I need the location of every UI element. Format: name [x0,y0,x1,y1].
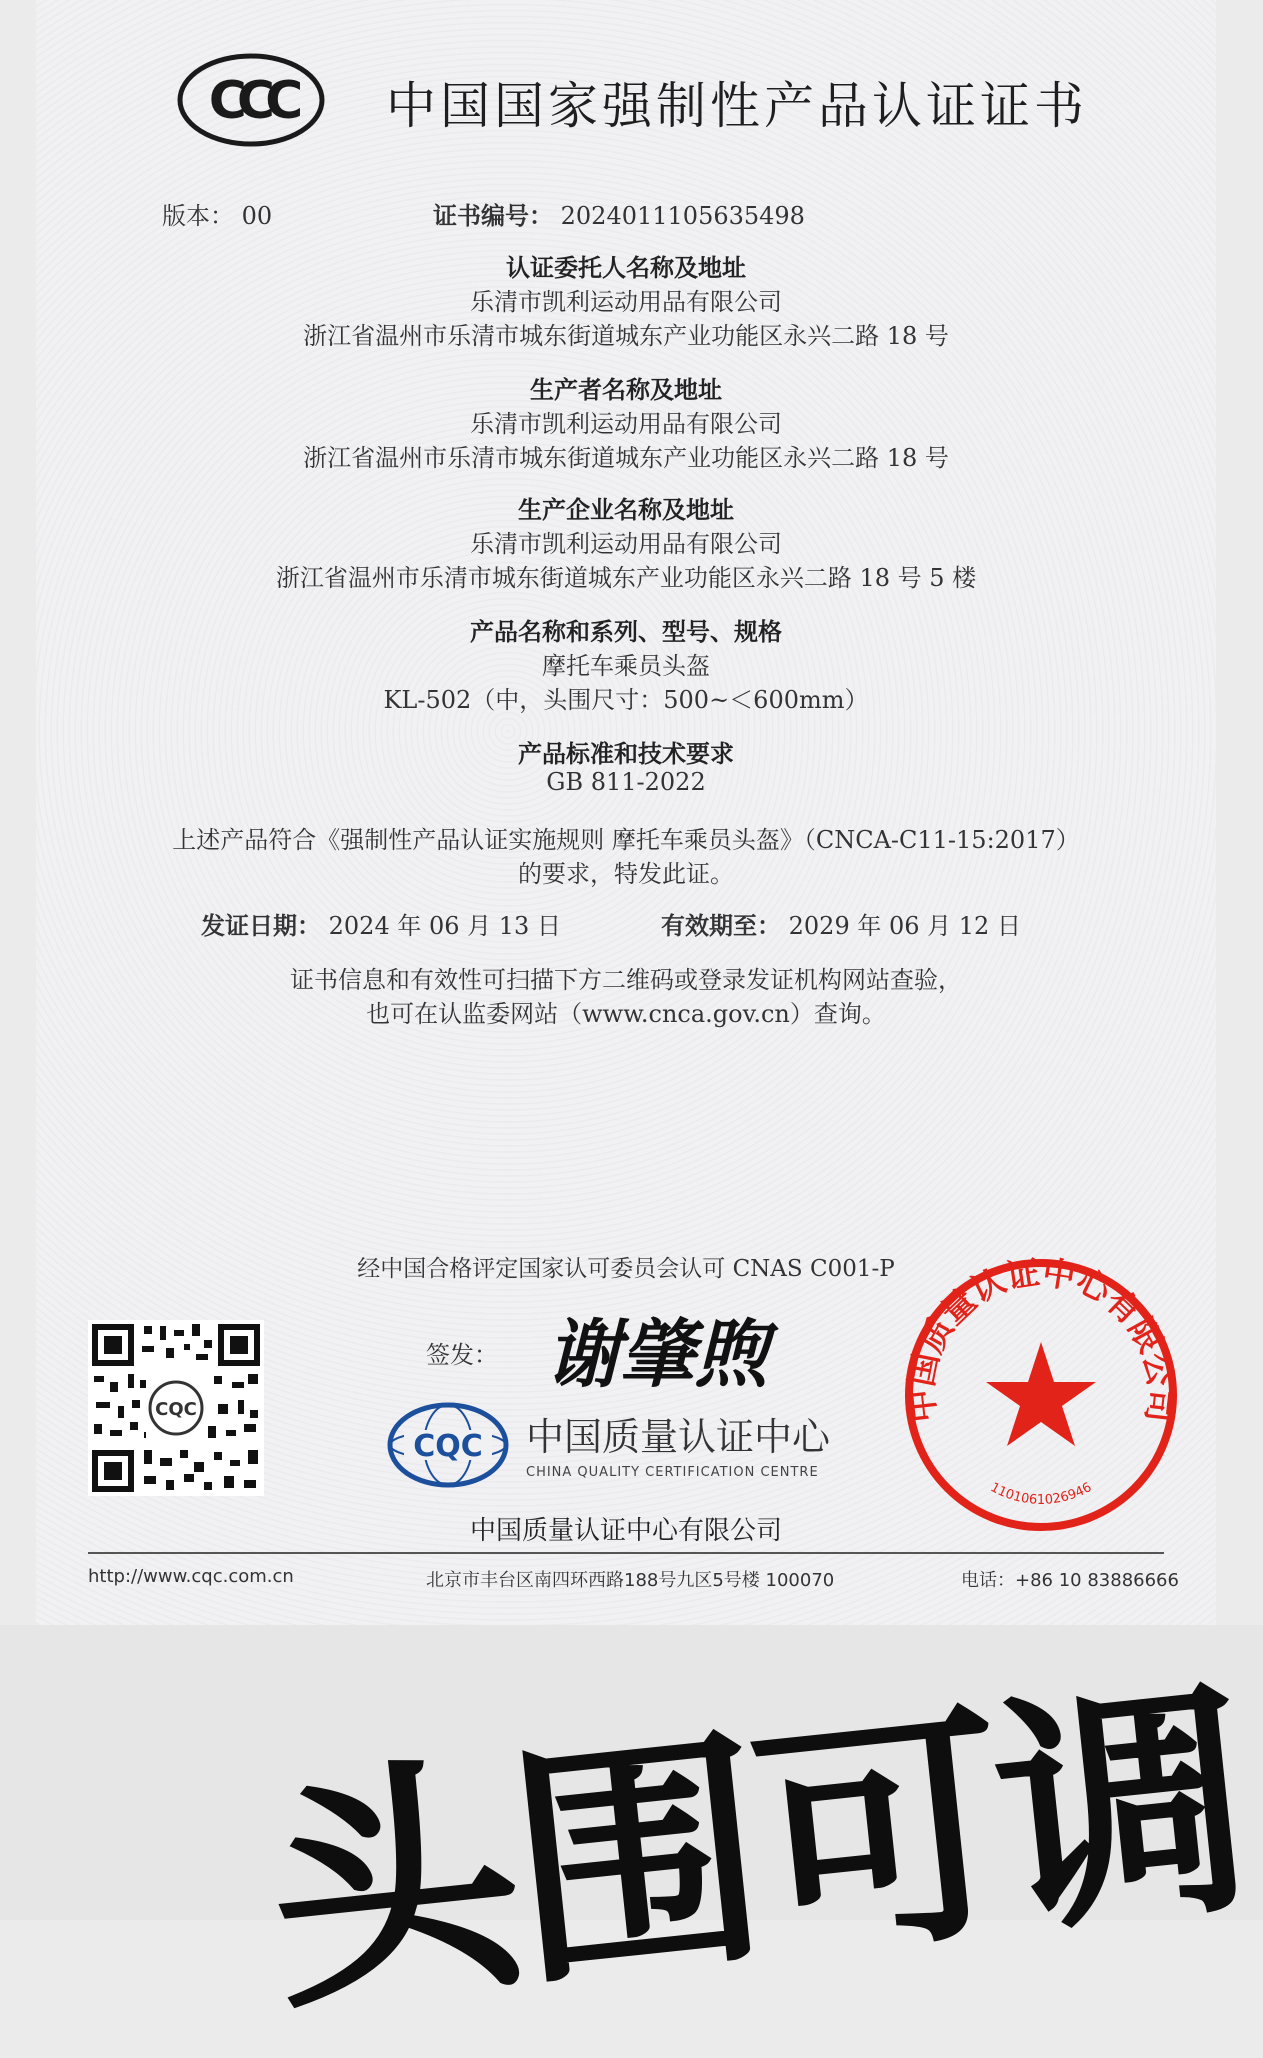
manufacturer-address: 浙江省温州市乐清市城东街道城东产业功能区永兴二路 18 号 [303,444,949,472]
cqc-logo [386,1400,836,1490]
svg-text:CHINA QUALITY CERTIFICATION CE: CHINA QUALITY CERTIFICATION CENTRE [526,1465,819,1480]
manufacturer-name: 乐清市凯利运动用品有限公司 [470,410,782,438]
factory-address: 浙江省温州市乐清市城东街道城东产业功能区永兴二路 18 号 5 楼 [275,564,977,592]
certificate-number-label: 证书编号： [433,201,553,230]
conformity-line-2: 的要求，特发此证。 [518,860,734,888]
issue-date-value: 2024 年 06 月 13 日 [328,912,561,940]
accreditation-note: 经中国合格评定国家认可委员会认可 CNAS C001-P [357,1256,895,1282]
svg-text:CCC: CCC [208,71,294,131]
certificate-title: 中国国家强制性产品认证证书 [386,77,1088,135]
valid-until-value: 2029 年 06 月 12 日 [788,912,1021,940]
svg-text:中国质量认证中心有限公司: 中国质量认证中心有限公司 [901,1252,1181,1425]
version-value: 00 [241,202,273,230]
official-seal [896,1250,1186,1540]
svg-text:CQC: CQC [413,1429,483,1464]
footer-website: http://www.cqc.com.cn [88,1566,294,1587]
footer-phone: 电话：+86 10 83886666 [961,1570,1179,1591]
factory-heading: 生产企业名称及地址 [518,495,734,524]
product-heading: 产品名称和系列、型号、规格 [470,617,782,646]
manufacturer-heading: 生产者名称及地址 [530,375,722,404]
verify-line-1: 证书信息和有效性可扫描下方二维码或登录发证机构网站查验， [290,966,962,994]
footer-address: 北京市丰台区南四环西路188号九区5号楼 100070 [426,1570,835,1591]
issue-date [201,906,561,941]
valid-until-label: 有效期至： [661,911,781,940]
signature [536,1300,796,1410]
product-model: KL-502（中，头围尺寸：500~＜600mm） [383,686,869,714]
product-name: 摩托车乘员头盔 [542,652,710,680]
certificate [36,0,1216,1625]
ccc-logo [176,52,326,148]
factory-name: 乐清市凯利运动用品有限公司 [470,530,782,558]
version-label: 版本： [162,202,234,230]
certificate-header [36,28,1216,158]
verify-line-2: 也可在认监委网站（www.cnca.gov.cn）查询。 [366,1000,886,1028]
standard-heading: 产品标准和技术要求 [518,739,734,768]
svg-text:CQC: CQC [155,1399,197,1420]
standard-value: GB 811-2022 [546,768,706,796]
qr-code [88,1320,264,1496]
footer-divider [88,1552,1164,1554]
promo-slogan: 头围可调 [255,1653,1257,2046]
svg-text:1101061026946: 1101061026946 [987,1480,1095,1508]
issue-date-label: 发证日期： [201,911,321,940]
svg-text:谢肇煦: 谢肇煦 [546,1312,768,1398]
applicant-address: 浙江省温州市乐清市城东街道城东产业功能区永兴二路 18 号 [303,322,949,350]
signature-label: 签发： [426,1341,498,1369]
applicant-heading: 认证委托人名称及地址 [506,253,746,282]
certificate-number [433,196,805,231]
valid-until [661,906,1021,941]
applicant-name: 乐清市凯利运动用品有限公司 [470,288,782,316]
svg-text:中国质量认证中心: 中国质量认证中心 [526,1415,831,1459]
certificate-number-value: 2024011105635498 [560,202,805,230]
version [162,196,272,231]
issuing-company: 中国质量认证中心有限公司 [469,1516,782,1546]
conformity-line-1: 上述产品符合《强制性产品认证实施规则 摩托车乘员头盔》（CNCA-C11-15:2017） [172,826,1080,854]
